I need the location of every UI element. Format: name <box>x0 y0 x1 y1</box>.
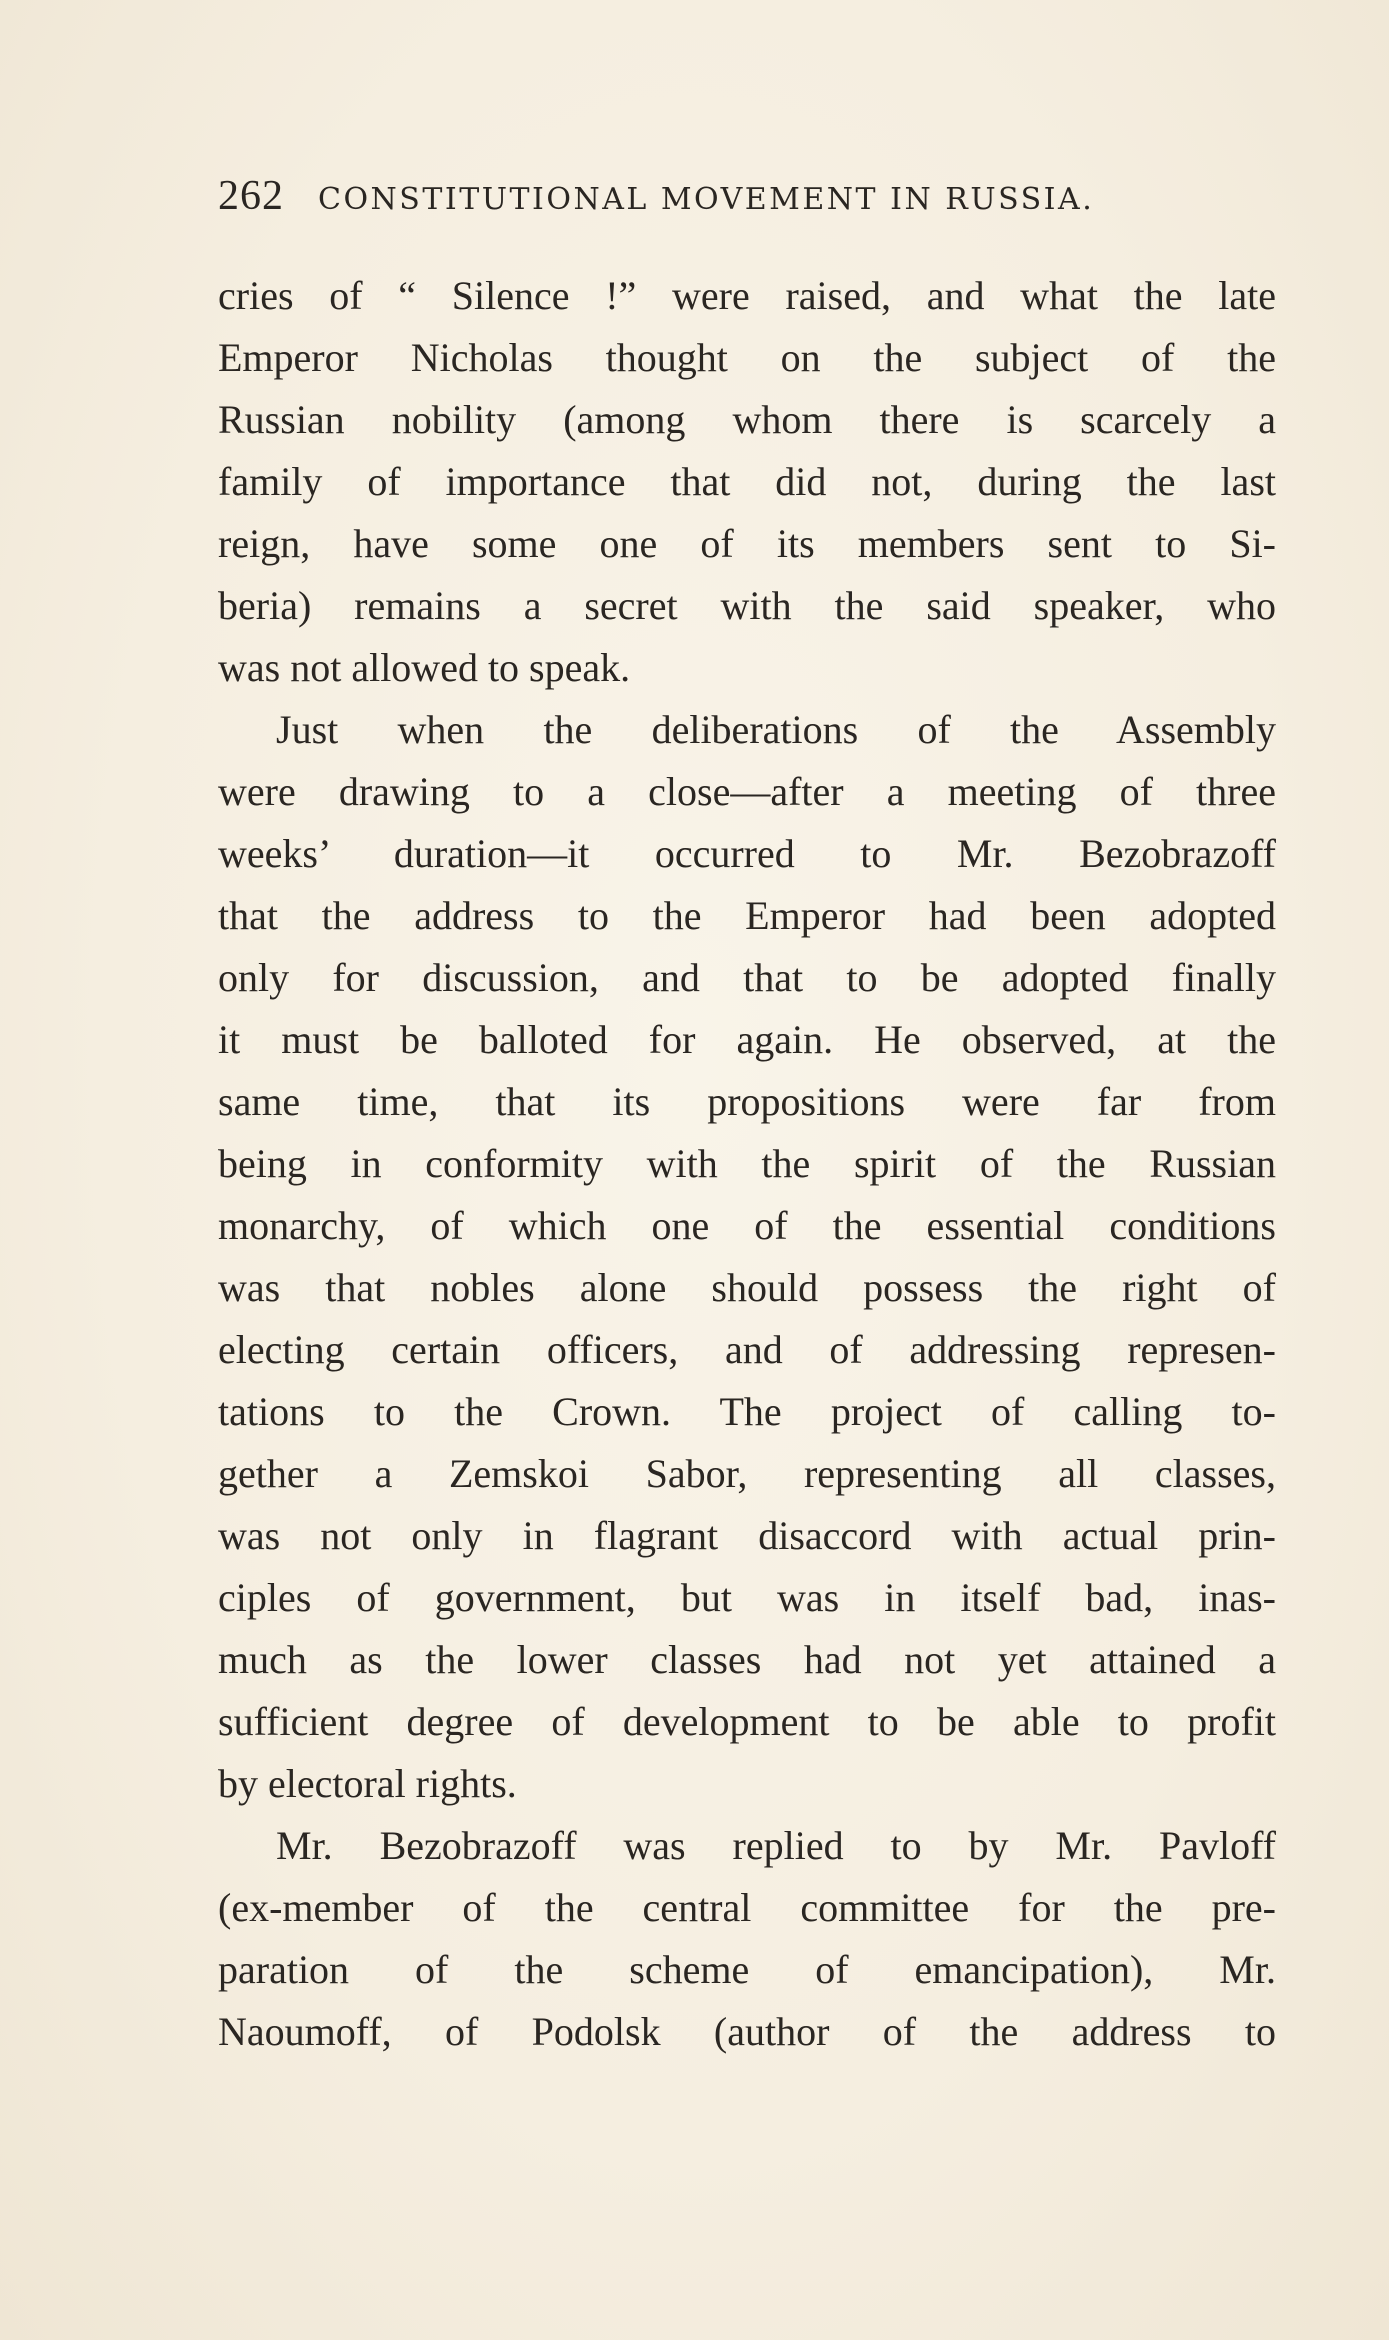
running-title: CONSTITUTIONAL MOVEMENT IN RUSSIA. <box>318 182 1095 217</box>
text-line: being in conformity with the spirit of the Russian <box>218 1141 1276 1186</box>
text-line: same time, that its propositions were far from <box>218 1079 1276 1124</box>
text-line: much as the lower classes had not yet attained a <box>218 1637 1276 1682</box>
text-line: Emperor Nicholas thought on the subject of the <box>218 335 1276 380</box>
body-text <box>218 265 1276 2063</box>
text-line: monarchy, of which one of the essential conditions <box>218 1203 1276 1248</box>
text-line: by electoral rights. <box>218 1761 517 1806</box>
page-number: 262 <box>218 173 284 219</box>
text-line: (ex-member of the central committee for the pre- <box>218 1885 1276 1930</box>
text-line: it must be balloted for again. He observed, at the <box>218 1017 1276 1062</box>
text-line: family of importance that did not, during the last <box>218 459 1276 504</box>
text-line: electing certain officers, and of addressing represen- <box>218 1327 1276 1372</box>
text-line: was not allowed to speak. <box>218 645 631 690</box>
text-line: weeks’ duration—it occurred to Mr. Bezobrazoff <box>218 831 1276 876</box>
text-line: ciples of government, but was in itself bad, inas- <box>218 1575 1276 1620</box>
text-line: paration of the scheme of emancipation), Mr. <box>218 1947 1276 1992</box>
text-line: Just when the deliberations of the Assembly <box>276 707 1276 752</box>
text-line: that the address to the Emperor had been adopted <box>218 893 1276 938</box>
text-line: cries of “ Silence !” were raised, and what the late <box>218 273 1276 318</box>
text-line: reign, have some one of its members sent to Si- <box>218 521 1276 566</box>
text-line: was that nobles alone should possess the right of <box>218 1265 1276 1310</box>
text-line: gether a Zemskoi Sabor, representing all classes, <box>218 1451 1276 1496</box>
text-line: tations to the Crown. The project of calling to- <box>218 1389 1276 1434</box>
text-line: was not only in flagrant disaccord with actual prin- <box>218 1513 1276 1558</box>
text-line: Naoumoff, of Podolsk (author of the address to <box>218 2009 1276 2054</box>
text-line: were drawing to a close—after a meeting of three <box>218 769 1276 814</box>
text-line: Mr. Bezobrazoff was replied to by Mr. Pavloff <box>276 1823 1276 1868</box>
text-line: sufficient degree of development to be able to profit <box>218 1699 1276 1744</box>
text-line: beria) remains a secret with the said speaker, who <box>218 583 1276 628</box>
running-head <box>218 172 1178 222</box>
text-line: Russian nobility (among whom there is scarcely a <box>218 397 1276 442</box>
text-line: only for discussion, and that to be adopted finally <box>218 955 1276 1000</box>
